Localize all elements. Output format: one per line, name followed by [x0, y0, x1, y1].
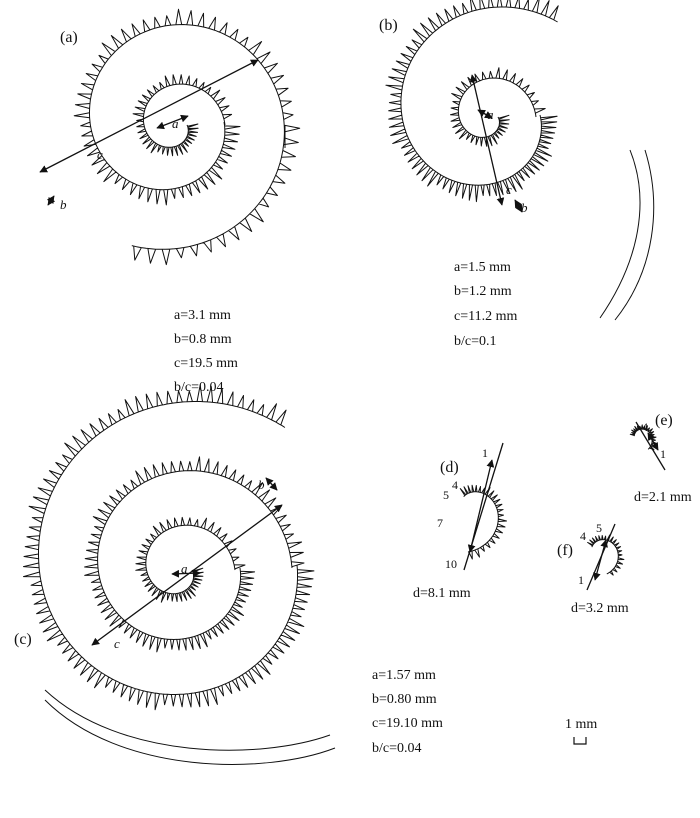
panel-c-lower-arc: [45, 690, 330, 750]
panel-d-arrow-d: [470, 460, 492, 552]
panel-d-number-1: 1: [482, 446, 488, 460]
panel-b-spiral-outer: [386, 0, 558, 202]
panel-c-measure-a: a=1.57 mm: [372, 668, 436, 683]
panel-e-number-4: 4: [642, 420, 648, 434]
scale-bar: [574, 737, 586, 744]
panel-e-label: (e): [655, 412, 673, 429]
panel-e-number-1: 1: [660, 447, 666, 461]
panel-e-measure: d=2.1 mm: [634, 490, 692, 505]
panel-c-mark-c: c: [114, 636, 120, 651]
panel-d-number-7: 7: [437, 516, 443, 530]
panel-a-measure-ratio: b/c=0.04: [174, 380, 224, 395]
panel-b-measure-a: a=1.5 mm: [454, 260, 511, 275]
panel-b-mark-b: b: [521, 200, 528, 215]
panel-f-number-1: 1: [578, 573, 584, 587]
panel-b-mark-c: c: [506, 182, 512, 197]
panel-b-spiral-inner: [451, 68, 546, 147]
panel-a-measure-a: a=3.1 mm: [174, 308, 231, 323]
panel-f-number-4: 4: [580, 529, 586, 543]
panel-c-lower-arc-edge: [45, 700, 335, 764]
panel-a-mark-b: b: [60, 197, 67, 212]
panel-a-mark-a: a: [172, 116, 179, 131]
panel-a-measure-c: c=19.5 mm: [174, 356, 238, 371]
panel-f-label: (f): [557, 542, 573, 559]
panel-c-spiral-outer: [24, 385, 314, 710]
panel-d-measure: d=8.1 mm: [413, 586, 471, 601]
panel-d-number-4: 4: [452, 478, 458, 492]
panel-c-mark-b: b: [258, 477, 265, 492]
panel-b-measure-b: b=1.2 mm: [454, 284, 512, 299]
panel-a-spiral-inner: [133, 75, 232, 156]
panel-d-number-10: 10: [445, 557, 457, 571]
panel-a-arrow-b: [48, 196, 54, 205]
panel-c-mark-a: a: [181, 561, 188, 576]
panel-a-measure-b: b=0.8 mm: [174, 332, 232, 347]
panel-d-label: (d): [440, 459, 459, 476]
panel-c-arrow-b: [266, 478, 277, 490]
panel-c-measure-ratio: b/c=0.04: [372, 741, 422, 756]
panel-f-measure: d=3.2 mm: [571, 601, 629, 616]
panel-b-mark-a: a: [487, 107, 494, 122]
panel-b-tail: [600, 150, 640, 318]
panel-f-number-5: 5: [596, 521, 602, 535]
panel-b-measure-c: c=11.2 mm: [454, 309, 518, 324]
panel-c-label: (c): [14, 631, 32, 648]
panel-b-measure-ratio: b/c=0.1: [454, 334, 497, 349]
scale-bar-label: 1 mm: [565, 717, 598, 732]
panel-b-label: (b): [379, 17, 398, 34]
panel-b-tail-edge: [615, 150, 654, 320]
panel-f-arrow-d: [595, 540, 606, 580]
panel-a-label: (a): [60, 29, 78, 46]
panel-c-measure-b: b=0.80 mm: [372, 692, 437, 707]
panel-c-measure-c: c=19.10 mm: [372, 716, 443, 731]
panel-c-spiral-mid: [85, 457, 304, 652]
panel-a-mark-c: c: [97, 147, 103, 162]
panel-c-spiral-inner: [136, 517, 245, 602]
panel-d-number-5: 5: [443, 488, 449, 502]
